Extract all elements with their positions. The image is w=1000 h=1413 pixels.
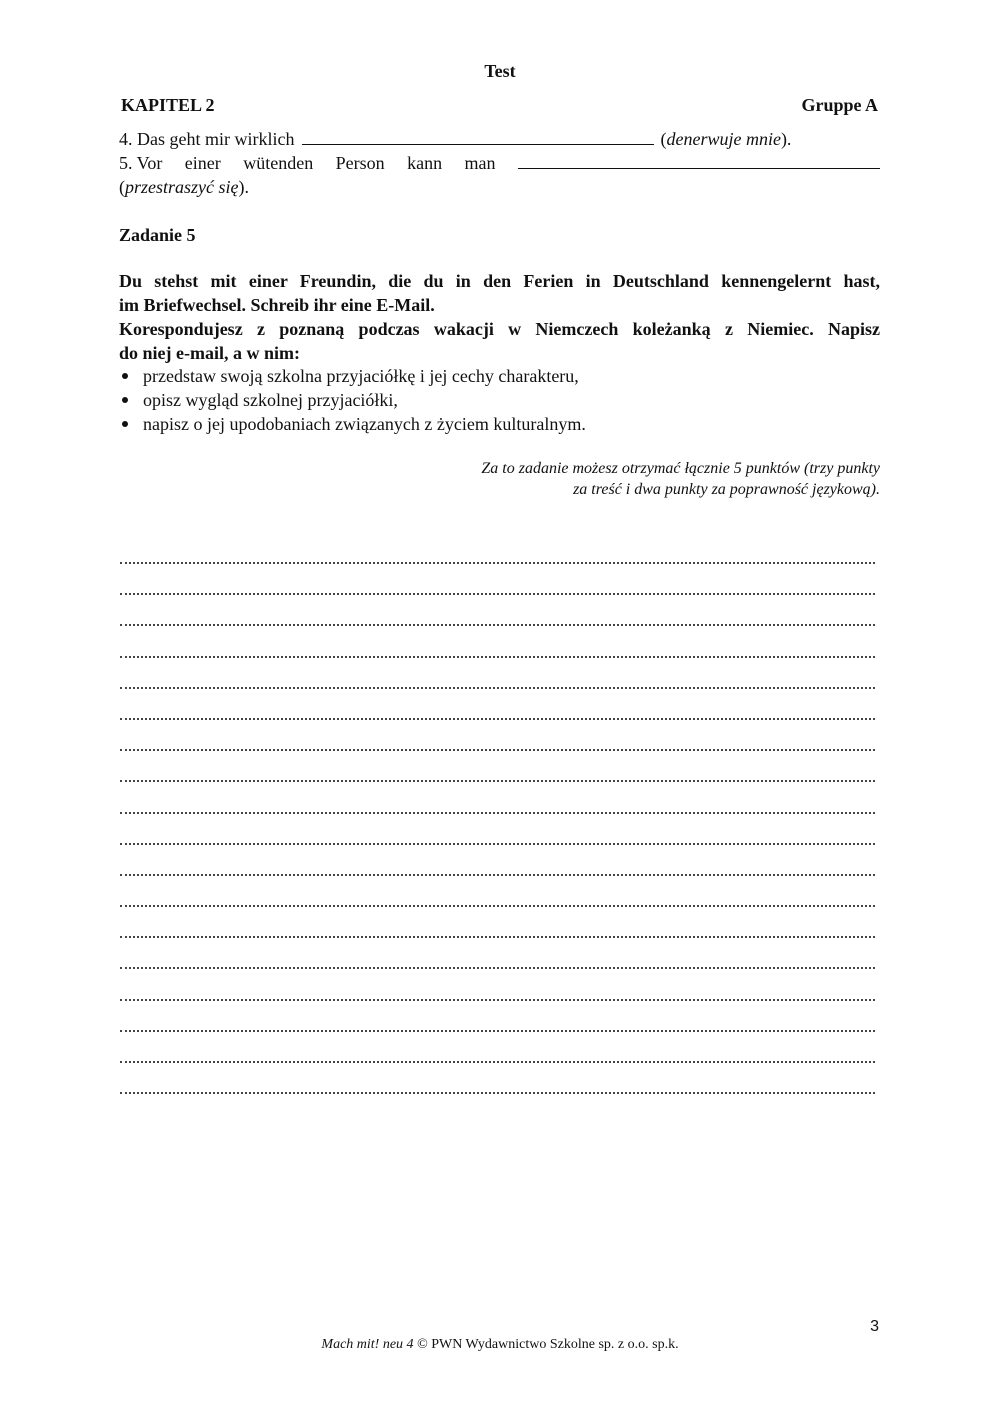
item-5-hint: przestraszyć się <box>125 177 239 197</box>
instruction-pl-line-1: Korespondujesz z poznaną podczas wakacji w Niemczech koleżanką z Niemiec. Napisz <box>119 319 880 339</box>
item-5-word: kann <box>407 153 443 173</box>
publisher-text: © PWN Wydawnictwo Szkolne sp. z o.o. sp.k. <box>413 1337 679 1352</box>
writing-line[interactable] <box>120 798 875 829</box>
bullet-icon <box>122 397 128 403</box>
score-note-line-2: za treść i dwa punkty za poprawność językową). <box>573 481 880 498</box>
writing-line[interactable] <box>120 860 875 891</box>
list-item: opisz wygląd szkolnej przyjaciółki, <box>119 388 879 412</box>
item-5-word: 5. Vor <box>119 153 163 173</box>
writing-line[interactable] <box>120 985 875 1016</box>
item-4-answer-blank[interactable] <box>302 130 654 145</box>
chapter-label: KAPITEL 2 <box>121 95 215 115</box>
score-note-line-1: Za to zadanie możesz otrzymać łącznie 5 punktów (trzy punkty <box>481 460 880 477</box>
writing-line[interactable] <box>120 1016 875 1047</box>
item-5-hint-line: (przestraszyć się). <box>119 177 249 197</box>
bullet-icon <box>122 373 128 379</box>
writing-line[interactable] <box>120 673 875 704</box>
writing-line[interactable] <box>120 766 875 797</box>
page-title: Test <box>484 61 516 81</box>
item-5-answer-blank[interactable] <box>518 154 880 169</box>
answer-writing-area[interactable] <box>120 548 875 1109</box>
score-note <box>360 458 880 500</box>
book-title: Mach mit! neu 4 <box>321 1337 414 1352</box>
writing-line[interactable] <box>120 610 875 641</box>
task-bullet-list <box>119 364 879 436</box>
task-title: Zadanie 5 <box>119 225 196 245</box>
writing-line[interactable] <box>120 642 875 673</box>
item-5-word: wütenden <box>243 153 314 173</box>
writing-line[interactable] <box>120 1078 875 1109</box>
item-5-word: man <box>464 153 496 173</box>
writing-line[interactable] <box>120 953 875 984</box>
writing-line[interactable] <box>120 735 875 766</box>
list-item: przedstaw swoją szkolna przyjaciółkę i jej cechy charakteru, <box>119 364 879 388</box>
list-item: napisz o jej upodobaniach związanych z życiem kulturalnym. <box>119 412 879 436</box>
item-5-word: Person <box>335 153 385 173</box>
writing-line[interactable] <box>120 579 875 610</box>
bullet-icon <box>122 421 128 427</box>
instruction-de-line-1: Du stehst mit einer Freundin, die du in den Ferien in Deutschland kennengelernt hast, <box>119 271 880 291</box>
copyright-footer <box>0 1337 1000 1353</box>
writing-line[interactable] <box>120 548 875 579</box>
item-4-text: 4. Das geht mir wirklich <box>119 129 295 149</box>
writing-line[interactable] <box>120 891 875 922</box>
group-label: Gruppe A <box>801 95 878 115</box>
instruction-de-line-2: im Briefwechsel. Schreib ihr eine E-Mail. <box>119 295 435 315</box>
writing-line[interactable] <box>120 922 875 953</box>
instruction-pl-line-2: do niej e-mail, a w nim: <box>119 343 300 363</box>
task-instructions <box>119 269 880 365</box>
writing-line[interactable] <box>120 704 875 735</box>
exercise-item-5 <box>119 153 880 174</box>
writing-line[interactable] <box>120 829 875 860</box>
page-number: 3 <box>870 1318 879 1335</box>
exercise-item-4: 4. Das geht mir wirklich (denerwuje mnie). <box>119 129 792 149</box>
item-4-hint: denerwuje mnie <box>666 129 781 149</box>
writing-line[interactable] <box>120 1047 875 1078</box>
item-5-word: einer <box>184 153 221 173</box>
